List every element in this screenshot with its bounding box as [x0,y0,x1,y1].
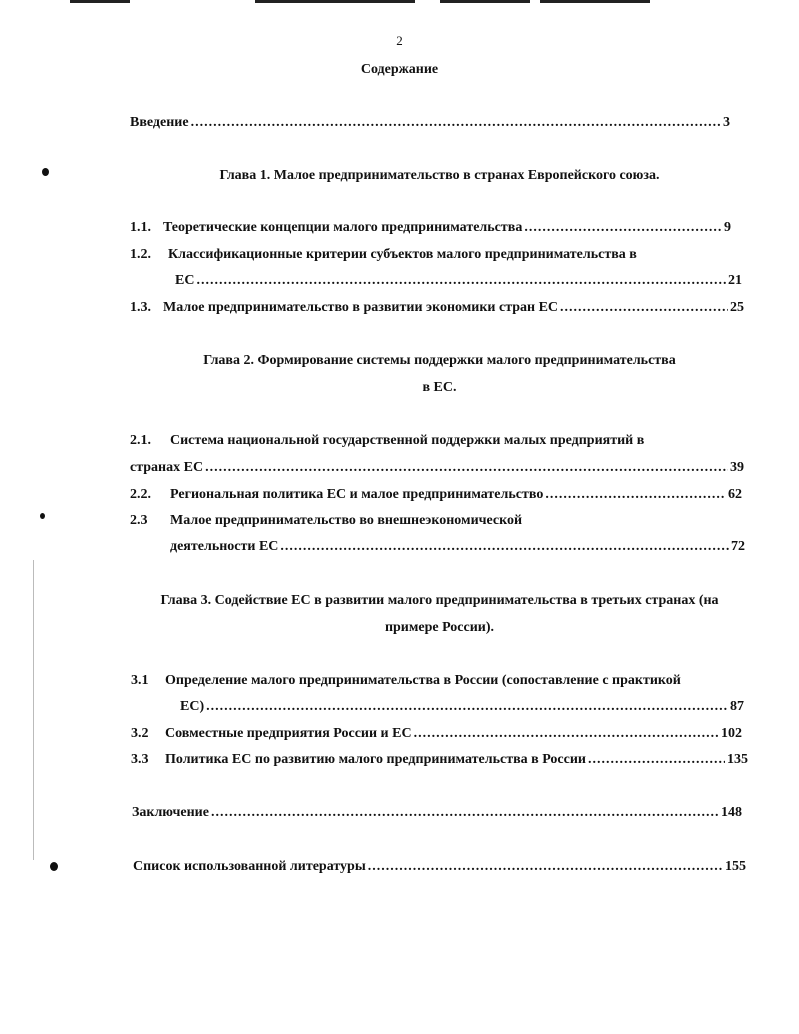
toc-label: Политика ЕС по развитию малого предпринимательства в России [165,752,586,767]
leader-dots [524,220,722,236]
toc-page: 3 [723,115,730,130]
toc-label: Совместные предприятия России и ЕС [165,726,412,741]
toc-item-2-3[interactable] [170,539,745,555]
toc-num: 2.2. [130,487,151,502]
toc-item-2-1[interactable] [130,460,744,476]
chapter-2-title-cont: в ЕС. [422,380,457,395]
leader-dots [414,726,719,742]
toc-item-3-2[interactable] [165,726,742,742]
scan-artifact [255,0,415,3]
toc-item-2-2[interactable] [170,487,742,503]
chapter-2-title: Глава 2. Формирование системы поддержки малого предпринимательства [203,353,676,368]
toc-label: Классификационные критерии субъектов малого предпринимательства в [168,247,637,262]
toc-bibliography[interactable] [133,859,746,875]
toc-num: 2.1. [130,433,151,448]
scan-speck [40,513,45,519]
toc-num: 3.2 [131,726,149,741]
leader-dots [588,752,725,768]
toc-item-3-1[interactable] [180,699,744,715]
leader-dots [280,539,729,555]
toc-label: Теоретические концепции малого предпринимательства [163,220,523,235]
toc-page: 39 [730,460,744,475]
toc-page: 72 [731,539,745,554]
toc-num: 1.3. [130,300,151,315]
toc-conclusion[interactable] [132,805,742,821]
toc-num: 3.3 [131,752,149,767]
leader-dots [206,699,728,715]
toc-label: Региональная политика ЕС и малое предпринимательство [170,487,544,502]
toc-page: 135 [727,752,748,767]
toc-label: Введение [130,115,189,130]
toc-num: 3.1 [131,673,149,688]
page-title: Содержание [360,62,439,77]
chapter-1-title: Глава 1. Малое предпринимательство в странах Европейского союза. [219,168,660,183]
toc-page: 102 [721,726,742,741]
scan-artifact [540,0,650,3]
toc-page: 25 [730,300,744,315]
toc-num: 1.2. [130,247,151,262]
toc-label-cont: ЕС [175,273,195,288]
leader-dots [545,487,726,503]
leader-dots [196,273,726,289]
toc-label-cont: ЕС) [180,699,205,714]
toc-label-cont: странах ЕС [130,460,204,475]
toc-page: 9 [724,220,731,235]
toc-num: 1.1. [130,220,151,235]
toc-page: 87 [730,699,744,714]
toc-page: 148 [721,805,742,820]
leader-dots [205,460,728,476]
toc-page: 21 [728,273,742,288]
scan-artifact [70,0,130,3]
toc-item-1-1[interactable] [163,220,731,236]
toc-page: 155 [725,859,746,874]
toc-intro[interactable] [130,115,730,131]
toc-label: Заключение [132,805,209,820]
leader-dots [368,859,723,875]
toc-label: Малое предпринимательство во внешнеэкономической [170,513,523,528]
toc-page: 62 [728,487,742,502]
toc-item-1-2[interactable] [175,273,742,289]
toc-item-3-3[interactable] [165,752,748,768]
scan-artifact [440,0,530,3]
chapter-3-title: Глава 3. Содействие ЕС в развитии малого предпринимательства в третьих странах (на [160,593,719,608]
toc-label-cont: деятельности ЕС [170,539,279,554]
toc-item-1-3[interactable] [163,300,744,316]
scan-edge-line [33,560,34,860]
toc-label: Система национальной государственной поддержки малых предприятий в [170,433,645,448]
leader-dots [211,805,719,821]
leader-dots [191,115,721,131]
scan-speck [50,862,58,871]
chapter-3-title-cont: примере России). [384,620,495,635]
leader-dots [560,300,728,316]
toc-num: 2.3 [130,513,148,528]
toc-label: Список использованной литературы [133,859,366,874]
toc-label: Малое предпринимательство в развитии экономики стран ЕС [163,300,559,315]
page-number: 2 [396,33,403,48]
toc-label: Определение малого предпринимательства в России (сопоставление с практикой [165,673,681,688]
